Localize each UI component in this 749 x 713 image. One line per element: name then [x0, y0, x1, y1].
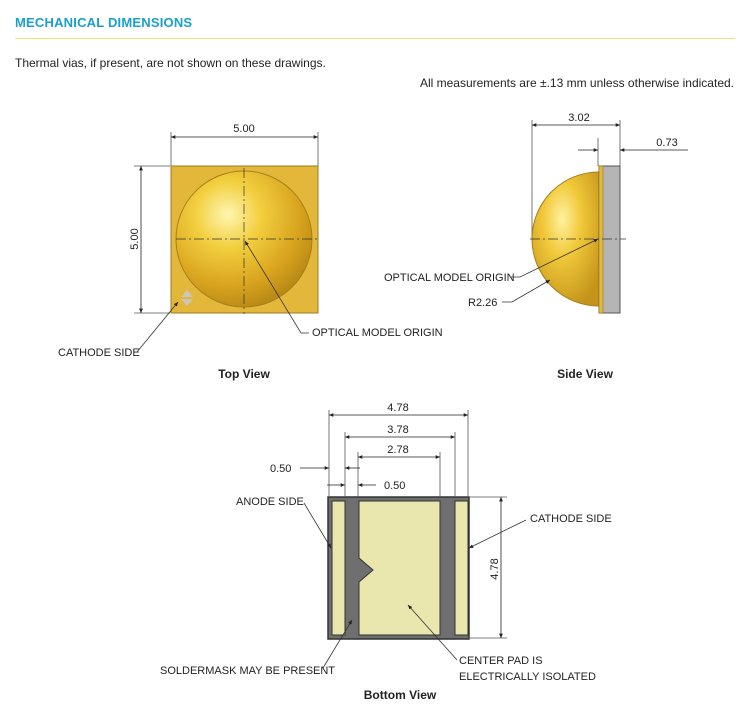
top-origin-label: OPTICAL MODEL ORIGIN — [312, 327, 443, 339]
anode-side-label: ANODE SIDE — [236, 496, 304, 508]
bottom-width-478: 4.78 — [387, 402, 409, 414]
side-radius-dim: R2.26 — [468, 297, 498, 309]
bottom-width-378: 3.78 — [387, 424, 409, 436]
bottom-view — [160, 402, 612, 702]
bottom-height-478: 4.78 — [489, 558, 501, 580]
cathode-side-label: CATHODE SIDE — [530, 513, 612, 525]
tolerance-note: All measurements are ±.13 mm unless otherwise indicated. — [419, 76, 734, 90]
side-view — [384, 112, 688, 381]
top-width-dim: 5.00 — [233, 123, 255, 135]
side-height-dim: 3.02 — [568, 112, 590, 124]
side-thickness-dim: 0.73 — [656, 137, 678, 149]
top-view — [58, 123, 443, 381]
top-height-dim: 5.00 — [129, 228, 141, 250]
section-title: MECHANICAL DIMENSIONS — [15, 15, 193, 30]
anode-pad — [332, 501, 345, 635]
bottom-view-caption: Bottom View — [363, 688, 437, 702]
thermal-vias-note: Thermal vias, if present, are not shown on these drawings. — [15, 56, 326, 70]
bottom-dim-050-a: 0.50 — [270, 463, 292, 475]
top-view-caption: Top View — [218, 367, 270, 381]
cathode-pad — [455, 501, 468, 635]
side-origin-label: OPTICAL MODEL ORIGIN — [384, 272, 515, 284]
side-view-caption: Side View — [557, 367, 613, 381]
bottom-dim-050-b: 0.50 — [384, 480, 406, 492]
bottom-width-278: 2.78 — [387, 444, 409, 456]
center-pad-label-2: ELECTRICALLY ISOLATED — [459, 671, 596, 683]
center-pad-label-1: CENTER PAD IS — [459, 655, 543, 667]
soldermask-label: SOLDERMASK MAY BE PRESENT — [160, 665, 336, 677]
top-cathode-label: CATHODE SIDE — [58, 347, 140, 359]
center-pad — [359, 501, 440, 635]
